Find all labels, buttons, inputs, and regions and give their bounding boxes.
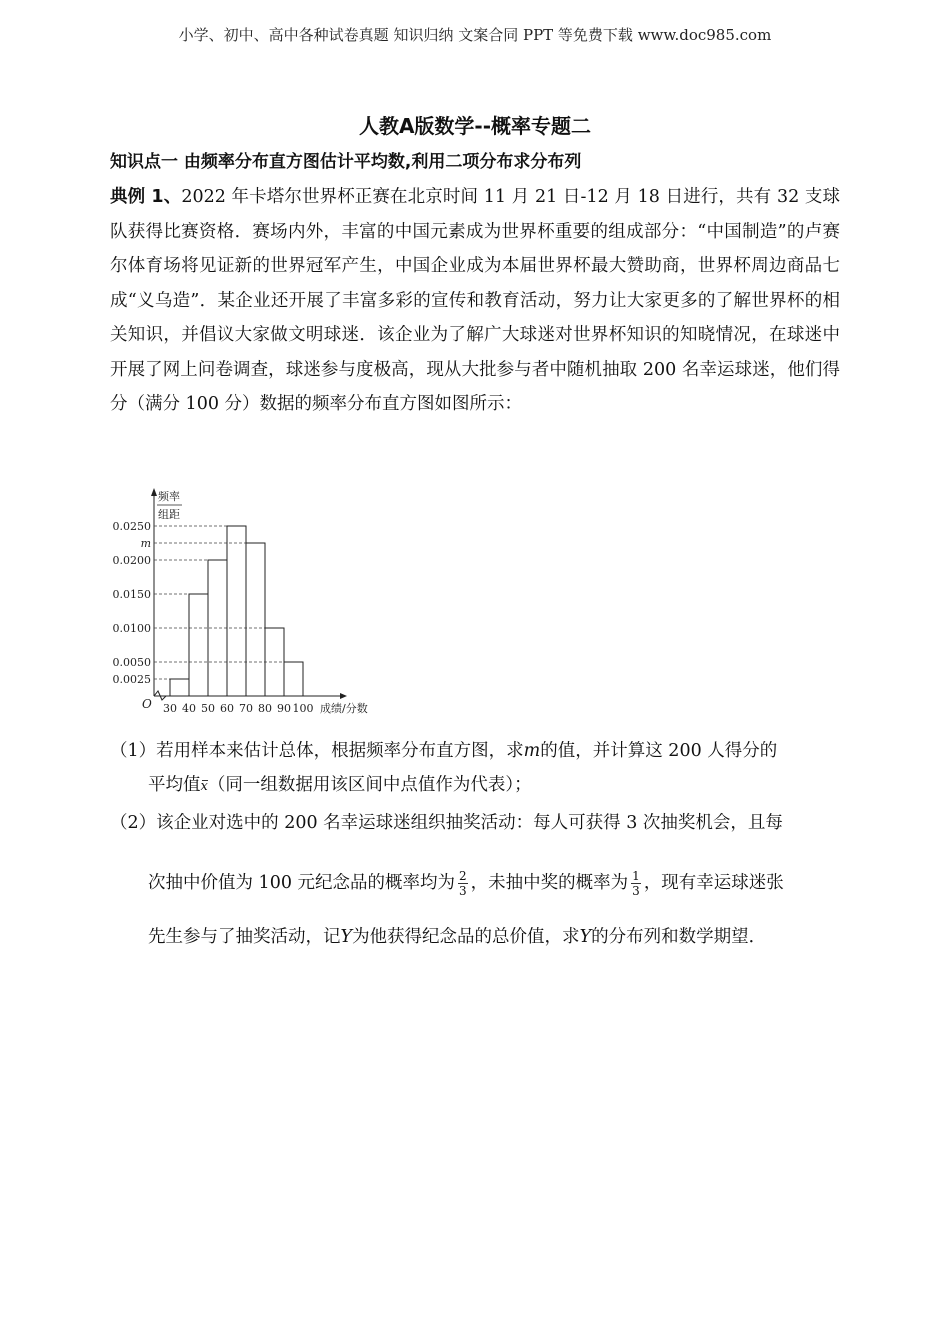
x-tick-label: 60 <box>220 702 234 715</box>
x-tick-label: 40 <box>182 702 196 715</box>
q1-text-c: 平均值 <box>148 775 201 795</box>
x-tick-label: 90 <box>277 702 291 715</box>
y-tick-label: 0.0050 <box>112 656 151 669</box>
q2-text-f: 为他获得纪念品的总价值，求 <box>352 927 580 947</box>
x-tick-label: 50 <box>201 702 215 715</box>
y-tick-label: 0.0025 <box>112 673 151 686</box>
question-2 <box>110 806 850 954</box>
frac1-denominator: 3 <box>459 884 467 898</box>
q1-text-a: （1）若用样本来估计总体，根据频率分布直方图，求 <box>110 741 524 761</box>
example-lead: 典例 1、 <box>110 187 182 207</box>
y-tick-label: 0.0100 <box>112 622 151 635</box>
x-axis-label: 成绩/分数 <box>320 702 368 715</box>
q2-text-b: 次抽中价值为 100 元纪念品的概率均为 <box>148 873 456 893</box>
page-title: 人教A版数学--概率专题二 <box>358 114 592 138</box>
q1-var-xbar: x <box>200 779 208 794</box>
knowledge-point-heading: 知识点一 由频率分布直方图估计平均数,利用二项分布求分布列 <box>110 152 582 172</box>
y-tick-label: m <box>140 537 151 550</box>
histogram-bar <box>246 543 265 696</box>
frequency-histogram <box>104 484 394 720</box>
example-problem <box>110 180 840 422</box>
histogram-bar <box>170 679 189 696</box>
frac2-numerator: 1 <box>632 869 640 883</box>
q2-var-y2: Y <box>579 927 592 947</box>
histogram-bar <box>284 662 303 696</box>
frac2-denominator: 3 <box>632 884 640 898</box>
x-tick-label: 70 <box>239 702 253 715</box>
q1-text-b: 的值，并计算这 200 人得分的 <box>540 741 778 761</box>
frac1-numerator: 2 <box>459 869 467 883</box>
example-text: 2022 年卡塔尔世界杯正赛在北京时间 11 月 21 日-12 月 18 日进行，共有 32 支球队获得比赛资格．赛场内外，丰富的中国元素成为世界杯重要的组成部分：“中国制造”的卢赛尔体育场将见证新的世界冠军产生，中国企业成为本届世界杯最大赞助商，世界杯周边商品七成“义乌造”．某企业还开展了丰富多彩的宣传和教育活动，努力让大家更多的了解世界杯的相关知识，并倡议大家做文明球迷．该企业为了解广大球迷对世界杯知识的知晓情况，在球迷中开展了网上问卷调查，球迷参与度极高，现从大批参与者中随机抽取 200 名幸运球迷，他们得分（满分 100 分）数据的频率分布直方图如图所示： <box>110 187 840 414</box>
q2-text-c: ，未抽中奖的概率为 <box>470 873 629 893</box>
q1-var-m: m <box>523 741 541 761</box>
y-tick-label: 0.0150 <box>112 588 151 601</box>
y-axis-arrow <box>151 488 157 496</box>
origin-label: O <box>142 697 152 711</box>
q2-text-d: ，现有幸运球迷张 <box>643 873 784 893</box>
q2-var-y1: Y <box>340 927 353 947</box>
q2-text-e: 先生参与了抽奖活动，记 <box>148 927 341 947</box>
histogram-bar <box>189 594 208 696</box>
y-tick-label: 0.0250 <box>112 520 151 533</box>
histogram-bar <box>227 526 246 696</box>
x-axis-arrow <box>340 693 347 699</box>
y-label-bottom: 组距 <box>158 508 180 521</box>
y-label-top: 频率 <box>158 490 180 503</box>
x-tick-label: 80 <box>258 702 272 715</box>
q2-text-a: （2）该企业对选中的 200 名幸运球迷组织抽奖活动：每人可获得 3 次抽奖机会，且每 <box>110 813 783 833</box>
q1-text-d: （同一组数据用该区间中点值作为代表）； <box>207 775 532 795</box>
x-tick-label: 30 <box>163 702 177 715</box>
question-1 <box>110 734 850 804</box>
fraction-one-third <box>631 869 641 898</box>
fraction-two-thirds <box>458 869 468 898</box>
page-header: 小学、初中、高中各种试卷真题 知识归纳 文案合同 PPT 等免费下载 www.doc985.com <box>178 26 772 44</box>
y-tick-label: 0.0200 <box>112 554 151 567</box>
x-tick-label: 100 <box>292 702 314 715</box>
q2-text-g: 的分布列和数学期望． <box>591 927 767 947</box>
